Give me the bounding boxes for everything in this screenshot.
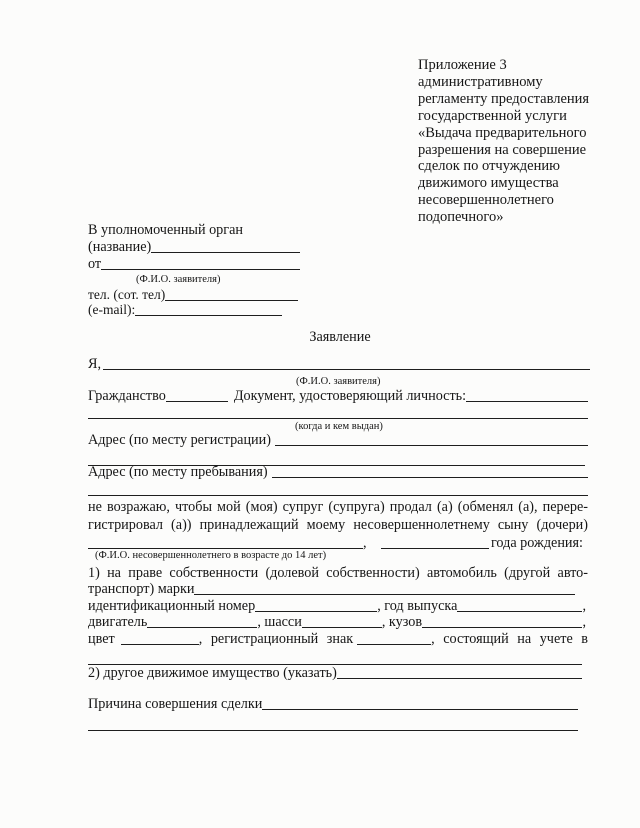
vehicle-make-blank xyxy=(194,583,575,595)
vehicle-year-label: , год выпуска xyxy=(377,598,458,614)
authority-name-label: (название) xyxy=(88,239,152,255)
vehicle-plate-label: , регистрационный знак xyxy=(198,631,354,647)
applicant-name-blank xyxy=(103,358,590,370)
registration-address-row xyxy=(88,432,588,449)
consent-text-line-1: не возражаю, чтобы мой (моя) супруг (супруга) продал (а) (обменял (а), перере- xyxy=(88,499,588,515)
document-title: Заявление xyxy=(309,329,371,345)
phone-label: тел. (сот. тел) xyxy=(88,287,166,302)
vehicle-color-row xyxy=(88,631,588,648)
minor-name-blank xyxy=(88,537,363,549)
appendix-note xyxy=(418,57,589,226)
other-property-blank xyxy=(337,667,582,679)
consent-text-line-2: гистрировал (а)) принадлежащий моему несовершеннолетнему сыну (дочери) xyxy=(88,517,588,533)
applicant-name-row xyxy=(88,356,590,373)
id-document-hint: (когда и кем выдан) xyxy=(295,421,383,432)
stay-address-line xyxy=(88,495,588,496)
applicant-fullname-hint: (Ф.И.О. заявителя) xyxy=(296,376,381,387)
vehicle-vin-label: идентификационный номер xyxy=(88,598,256,614)
vehicle-engine-row-comma: , xyxy=(582,614,586,630)
registration-address-label: Адрес (по месту регистрации) xyxy=(88,432,271,448)
vehicle-color-blank xyxy=(121,633,199,645)
vehicle-make-label: транспорт) марки xyxy=(88,581,195,597)
phone-blank xyxy=(165,289,298,301)
applicant-i-label: Я, xyxy=(88,356,102,372)
stay-address-row xyxy=(88,464,588,481)
citizenship-row xyxy=(88,388,588,405)
addressee-heading: В уполномоченный орган xyxy=(88,222,243,238)
vehicle-chassis-label: , шасси xyxy=(257,614,302,630)
vehicle-vin-row xyxy=(88,598,586,615)
applicant-from-label: от xyxy=(88,256,102,272)
appendix-line: подопечного» xyxy=(418,209,504,226)
appendix-line: разрешения на совершение xyxy=(418,141,587,158)
vehicle-chassis-blank xyxy=(302,616,382,628)
minor-separator: , xyxy=(363,535,367,551)
citizenship-label: Гражданство xyxy=(88,388,166,404)
vehicle-color-label: цвет xyxy=(88,631,115,647)
id-document-line xyxy=(88,418,588,419)
email-blank xyxy=(135,304,282,316)
minor-name-hint: (Ф.И.О. несовершеннолетнего в возрасте до 14 лет) xyxy=(95,550,327,561)
vehicle-text-line: 1) на праве собственности (долевой собственности) автомобиль (другой авто- xyxy=(88,565,588,581)
appendix-line: несовершеннолетнего xyxy=(418,192,554,209)
email-row xyxy=(88,301,282,318)
appendix-line: сделок по отчуждению xyxy=(418,158,560,175)
reason-row xyxy=(88,696,578,713)
appendix-line: «Выдача предварительного xyxy=(418,124,587,141)
id-document-label: Документ, удостоверяющий личность: xyxy=(233,388,467,404)
birth-year-label: года рождения: xyxy=(490,535,583,551)
appendix-line: движимого имущества xyxy=(418,175,559,192)
stay-address-blank xyxy=(272,466,588,478)
minor-birth-year-blank xyxy=(381,537,489,549)
reason-blank xyxy=(262,698,578,710)
applicant-name-hint: (Ф.И.О. заявителя) xyxy=(136,274,221,285)
applicant-from-row xyxy=(88,256,300,273)
reason-line xyxy=(88,730,578,731)
vehicle-registered-label: , состоящий на учете в xyxy=(431,631,588,647)
vehicle-vin-blank xyxy=(255,600,377,612)
vehicle-make-row xyxy=(88,581,575,598)
vehicle-body-label: , кузов xyxy=(381,614,423,630)
vehicle-plate-blank xyxy=(357,633,431,645)
vehicle-year-blank xyxy=(457,600,582,612)
vehicle-engine-blank xyxy=(147,616,257,628)
stay-address-label: Адрес (по месту пребывания) xyxy=(88,464,268,480)
appendix-line: Приложение 3 xyxy=(418,57,507,73)
appendix-line: государственной услуги xyxy=(418,107,567,124)
registration-address-blank xyxy=(275,434,588,446)
vehicle-engine-row xyxy=(88,614,586,631)
appendix-line: регламенту предоставления xyxy=(418,90,590,107)
authority-name-row xyxy=(88,239,300,256)
vehicle-engine-label: двигатель xyxy=(88,614,148,630)
id-document-blank xyxy=(466,390,588,402)
appendix-line: административному xyxy=(418,73,543,90)
authority-name-blank xyxy=(151,241,300,253)
reason-label: Причина совершения сделки xyxy=(88,696,263,712)
other-property-label: 2) другое движимое имущество (указать) xyxy=(88,665,337,681)
citizenship-blank xyxy=(166,390,228,402)
vehicle-body-blank xyxy=(422,616,582,628)
vehicle-vin-row-comma: , xyxy=(582,598,586,614)
applicant-from-blank xyxy=(101,258,300,270)
email-label: (e-mail): xyxy=(88,302,136,317)
other-property-row xyxy=(88,665,582,682)
